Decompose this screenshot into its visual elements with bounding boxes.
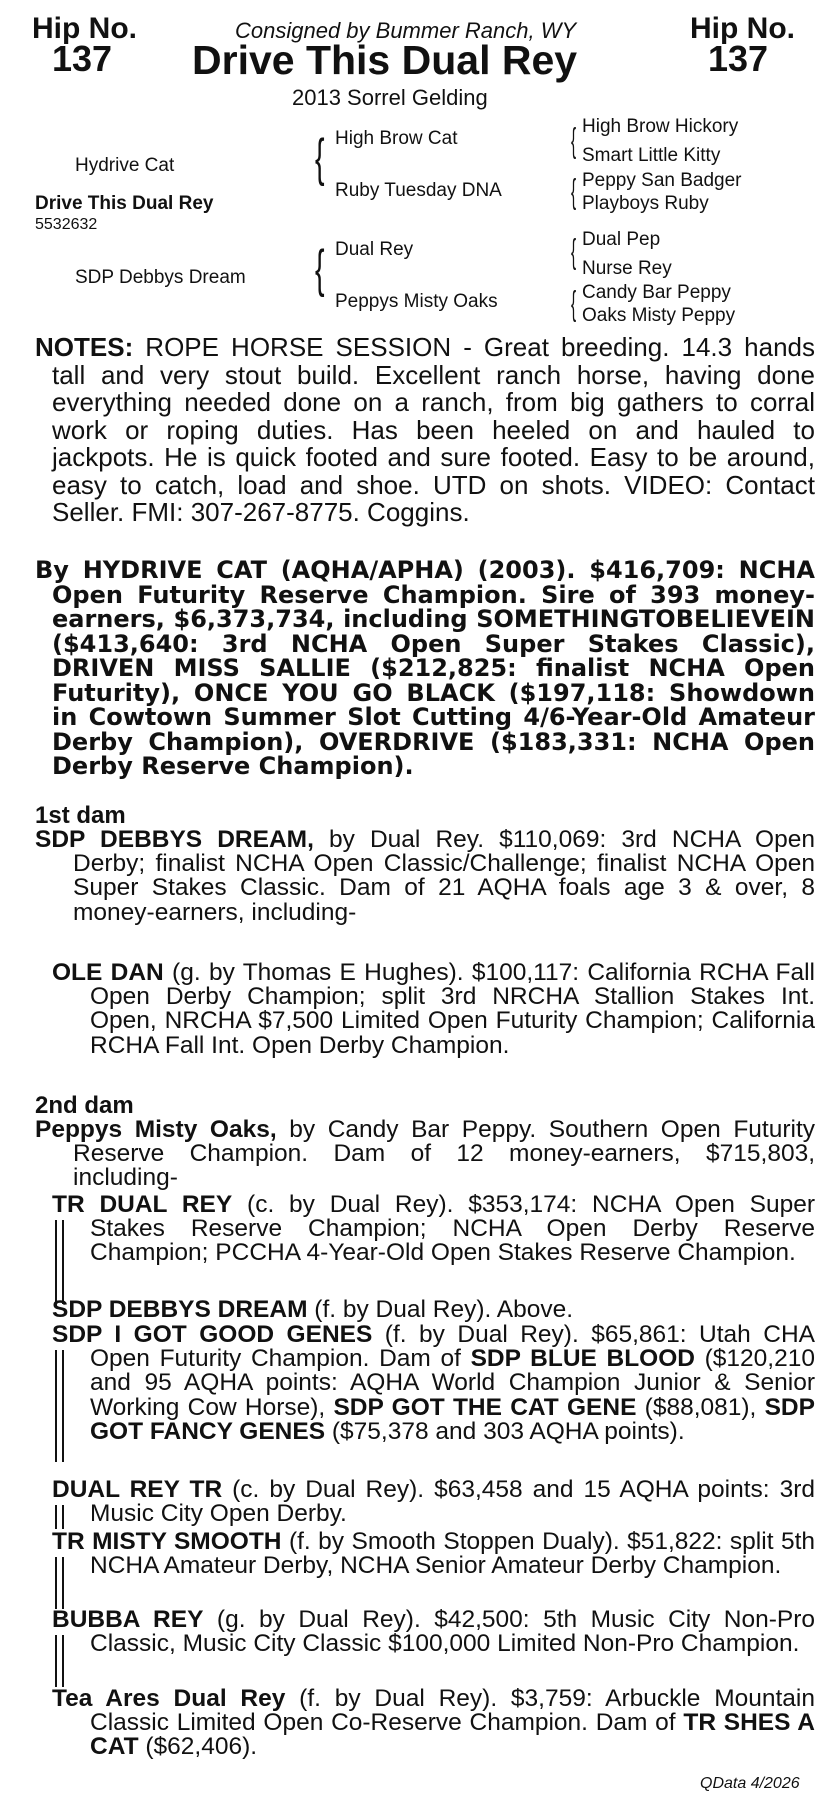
offspring-name: TR DUAL REY [52,1191,233,1218]
offspring-entry [52,961,815,1058]
first-dam-text: by Dual Rey. $110,069: 3rd NCHA Open Derby; finalist NCHA Open Classic/Challenge; finalist NCHA Open Super Stakes Classic. Dam of 21 AQHA foals age 3 & over, 8 money-earners, including- [73,826,815,926]
offspring-name: DUAL REY TR [52,1476,223,1503]
pedigree-dam-sire: Dual Rey [335,239,414,260]
grand-offspring-name: TR SHES A CAT [90,1709,815,1761]
offspring-text: (c. by Dual Rey). $353,174: NCHA Open Super Stakes Reserve Champion; NCHA Open Derby Reserve Champion; PCCHA 4-Year-Old Open Stakes Reserve Champion. [90,1191,815,1267]
hip-number-left: 137 [52,38,113,79]
offspring-name: SDP DEBBYS DREAM [52,1296,308,1323]
offspring-text: (f. by Smooth Stoppen Dualy). $51,822: split 5th NCHA Amateur Derby, NCHA Senior Amateur Derby Champion. [90,1528,816,1580]
offspring-entry [52,1478,815,1526]
offspring-text: (g. by Thomas E Hughes). $100,117: California RCHA Fall Open Derby Champion; split 3rd NRCHA Stallion Stakes Int. Open, NRCHA $7,500 Limited Open Futurity Champion; California RCHA Fall Int. Open Derby Champion. [90,959,815,1059]
brace: { [571,122,577,160]
pedigree-g4: Playboys Ruby [582,193,709,214]
pedigree-sire-dam: Ruby Tuesday DNA [335,180,502,201]
sire-summary-text: By HYDRIVE CAT (AQHA/APHA) (2003). $416,709: NCHA Open Futurity Reserve Champion. Sire of 393 money-earners, $6,373,734, including SOMETHINGTOBELIEVEIN ($413,640: 3rd NCHA Open Super Stakes Classic), DRIVEN MISS SALLIE ($212,825: finalist NCHA Open Futurity), ONCE YOU GO BLACK ($197,118: Showdown in Cowtown Summer Slot Cutting 4/6-Year-Old Amateur Derby Champion), OVERDRIVE ($183,331: NCHA Open Derby Reserve Champion). [35,556,815,780]
pedigree-dam: SDP Debbys Dream [75,267,246,288]
grand-offspring-name: SDP GOT THE CAT GENE [333,1393,637,1421]
pedigree-g3: Peppy San Badger [582,170,742,191]
sire-summary [35,558,815,779]
offspring-entry [52,1298,815,1322]
grand-offspring-name: SDP GOT FANCY GENES [90,1393,815,1445]
offspring-name: SDP I GOT GOOD GENES [52,1321,373,1348]
offspring-name: TR MISTY SMOOTH [52,1528,282,1555]
pedigree-g2: Smart Little Kitty [582,145,721,166]
offspring-text: (f. by Dual Rey). $3,759: Arbuckle Mountain Classic Limited Open Co-Reserve Champion. Dam of [90,1685,815,1737]
hip-label-right: Hip No. [690,12,795,45]
pedigree-g5: Dual Pep [582,229,661,250]
offspring-name: OLE DAN [52,959,164,986]
brace: { [571,285,577,323]
pedigree-g1: High Brow Hickory [582,116,739,137]
offspring-entry [52,1530,815,1578]
pedigree-dam-dam: Peppys Misty Oaks [335,291,498,312]
offspring-entry: SDP I GOT GOOD GENES (f. by Dual Rey). $65,861: Utah CHA Open Futurity Champion. Dam of SDP BLUE BLOOD ($120,210 and 95 AQHA points: AQHA World Champion Junior & Senior Working Cow Horse), SDP GOT THE CAT GENE ($88,081), SDP GOT FANCY GENES ($75,378 and 303 AQHA points). [52,1321,815,1445]
notes-label: NOTES: [35,332,134,362]
offspring-name: Tea Ares Dual Rey [52,1685,286,1712]
consignor: Consigned by Bummer Ranch, WY [235,18,577,43]
offspring-text: (f. by Dual Rey). $65,861: Utah CHA Open Futurity Champion. Dam of [90,1321,815,1373]
notes-block [35,334,815,527]
first-dam-name: SDP DEBBYS DREAM, [35,826,314,853]
brace: { [571,173,577,211]
offspring-text: (f. by Dual Rey). Above. [307,1296,574,1323]
grand-offspring-name: SDP BLUE BLOOD [470,1345,695,1373]
second-dam-entry [35,1118,815,1191]
offspring-entry [52,1193,815,1266]
brace: { [315,129,325,187]
brace: { [315,240,325,298]
first-dam-heading: 1st dam [35,802,126,829]
horse-name-title: Drive This Dual Rey [192,37,578,83]
pedigree-horse-name: Drive This Dual Rey [35,193,214,214]
offspring-entry [52,1608,815,1656]
registration-number: 5532632 [35,216,98,233]
pedigree-sire: Hydrive Cat [75,155,175,176]
offspring-text: (g. by Dual Rey). $42,500: 5th Music City Non-Pro Classic, Music City Classic $100,000 Limited Non-Pro Champion. [90,1606,815,1658]
footer-credit: QData 4/2026 [700,1775,800,1792]
second-dam-text: by Candy Bar Peppy. Southern Open Futurity Reserve Champion. Dam of 12 money-earners, $715,803, including- [73,1116,815,1192]
brace: { [571,233,577,271]
hip-label-left: Hip No. [32,12,137,45]
pedigree-g8: Oaks Misty Peppy [582,305,736,326]
second-dam-heading: 2nd dam [35,1092,134,1119]
pedigree-g7: Candy Bar Peppy [582,282,731,303]
pedigree-g6: Nurse Rey [582,258,672,279]
offspring-name: BUBBA REY [52,1606,204,1633]
first-dam-entry [35,828,815,925]
pedigree-sire-sire: High Brow Cat [335,128,458,149]
subtitle: 2013 Sorrel Gelding [292,85,488,110]
notes-text: ROPE HORSE SESSION - Great breeding. 14.3 hands tall and very stout build. Excellent ranch horse, having done everything needed done on a ranch, from big gathers to corral work or roping duties. Has been heeled on and hauled to jackpots. He is quick footed and sure footed. Easy to be around, easy to catch, load and shoe. UTD on shots. VIDEO: Contact Seller. FMI: 307-267-8775. Coggins. [52,332,815,527]
offspring-text: (c. by Dual Rey). $63,458 and 15 AQHA points: 3rd Music City Open Derby. [90,1476,815,1528]
second-dam-name: Peppys Misty Oaks, [35,1116,277,1143]
hip-number-right: 137 [708,38,769,79]
offspring-entry: Tea Ares Dual Rey (f. by Dual Rey). $3,759: Arbuckle Mountain Classic Limited Open Co-Reserve Champion. Dam of TR SHES A CAT ($62,406). [52,1685,815,1761]
